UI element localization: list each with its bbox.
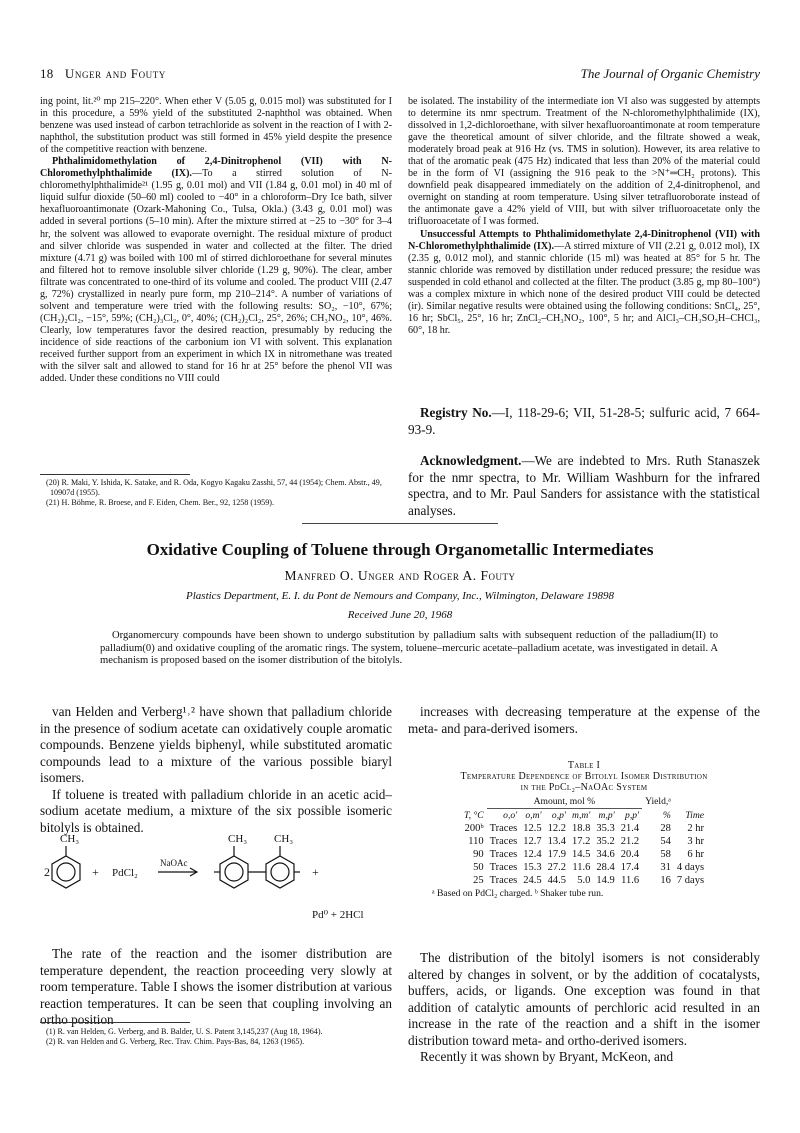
table-cell: 25 [473,875,484,886]
prev-right-paragraph: be isolated. The instability of the intermediate ion VI also was suggested by attempts to determine its nmr spectrum. Treatment of the N-chloromethylphthalimide (IX), dissolved in 1,2-dichloroethane, with silver hexafluoroantimonate at room temperature gave the theoretical amount of silver chloride, and the filtrate showed a weak, moderately broad peak at 916 Hz (vs. TMS in solution). However, its area relative to that of the aromatic peak (475 Hz) indicated that less than 20% of the material could be in the form of VI (assigning the 916 peak to the >N⁺═CH₂ protons). This downfield peak disappeared immediately on the addition of 2,4-dinitrophenol, and overnight on standing at room temperature. Using silver tetrafluoroborate instead of the antimonate gave a 42% yield of VIII, but with silver trifluoroacetate only the trifluoroacetate of I was formed. [408,96,760,228]
prev-article-right-column [408,96,760,337]
table-cell: 12.2 [547,823,566,834]
acknowledgment-label: Acknowledgment. [420,453,522,468]
aromatic-circle [225,863,243,881]
table-cell: 21.2 [620,836,640,847]
table-cell: 12.4 [523,849,542,860]
received-date: Received June 20, 1968 [347,609,453,621]
table-caption: Temperature Dependence of Bitolyl Isomer Distribution [460,771,708,782]
journal-name: The Journal of Organic Chemistry [580,66,760,81]
table-cell: 90 [473,849,484,860]
table-header-row [461,809,707,823]
section-body: —A stirred mixture of VII (2.21 g, 0.012 mol), IX (2.35 g, 0.012 mol), and stannic chloride (15 ml) was heated at 85° for 5 hr. The stannic chloride was removed by distillation under reduced pressure; the residue was suspended in cold ethanol and collected at the filter. The product (3.85 g, mp 80–100°) was a complex mixture in which none of the desired product VIII could be detected (ir). Similar negative results were obtained using the following conditions: SnCl₄, 25°, 16 hr; SbCl₅, 25°, 16 hr; ZnCl₂–CH₃NO₂, 100°, 5 hr; and AlCl₃–CH₃SO₃H–CHCl₃, 60°, 18 hr. [408,240,760,336]
body-paragraph: van Helden and Verberg¹˒² have shown that palladium chloride in the presence of sodium acetate can oxidatively couple aromatic compounds. Benzene yields biphenyl, while substituted aromatic compounds lead to a mixture of the various possible biaryl isomers. [40,704,392,785]
article-left-column-cont [40,946,392,1029]
arrow-label: NaOAc [160,858,188,868]
table-cell: 3 hr [687,836,705,847]
article-footnotes [40,1027,392,1047]
column-header: m,m' [572,810,591,821]
table-cell: 11.6 [621,875,640,886]
table-cell: 34.6 [596,849,615,860]
column-header: % [662,809,671,821]
prev-left-paragraph: ing point, lit.²⁰ mp 215–220°. When ether V (5.05 g, 0.015 mol) was substituted for I in this procedure, a 59% yield of the substituted 2-naphthol was obtained. When benzene was used instead of carbon tetrachloride as solvent in the reaction of I with 2-naphthol, the substitution product was still formed in 45% yield despite the presence of the competitive reaction with benzene. [40,96,392,156]
section-heading: Unsuccessful Attempts to Phthalimidomethylate 2,4-Dinitrophenol (VII) with N-Chloromethylphthalimide (IX). [408,228,760,252]
registry-text: —I, 118-29-6; VII, 51-28-5; sulfuric acid, 7 664-93-9. [408,405,760,437]
byproducts: Pd⁰ + 2HCl [312,909,364,921]
table-row [461,822,707,835]
methyl-label: CH₃ [60,833,80,845]
table-group-header [461,795,707,809]
column-header: o,m' [525,810,542,821]
footnote: (2) R. van Helden and G. Verberg, Rec. Trav. Chim. Pays-Bas, 84, 1263 (1965). [46,1036,305,1046]
acknowledgment-block [408,453,760,519]
article-affiliation: Plastics Department, E. I. du Pont de Nemours and Company, Inc., Wilmington, Delaware 19898 [186,590,614,602]
table-cell: 110 [468,836,484,847]
table-cell: 17.4 [620,862,640,873]
prev-right-section [408,229,760,337]
body-paragraph: If toluene is treated with palladium chloride in an acetic acid–sodium acetate medium, a mixture of the six possible isomeric bitolyls is obtained. [40,786,392,835]
table-cell: 12.5 [523,823,542,834]
table-cell: 58 [660,849,671,860]
table-cell: 31 [660,862,671,873]
table-cell: 28 [660,823,671,834]
plus-sign: + [312,865,319,879]
column-header: Time [685,809,705,821]
table-row [461,848,707,861]
footnote: (1) R. van Helden, G. Verberg, and B. Balder, U. S. Patent 3,145,237 (Aug 18, 1964). [46,1027,323,1036]
table-cell: 28.4 [596,862,615,873]
table-cell: 24.5 [523,875,542,886]
body-paragraph: Recently it was shown by Bryant, McKeon, and [420,1049,674,1064]
data-table [461,795,707,887]
reaction-scheme [40,830,392,930]
prev-footnotes [40,478,392,507]
reagent: PdCl₂ [112,867,138,879]
prev-left-section [40,156,392,385]
footnote: (21) H. Böhme, R. Broese, and F. Eiden, Chem. Ber., 92, 1258 (1959). [46,497,274,507]
footnote-rule [40,1022,190,1023]
bitolyl-ring-left [220,856,248,888]
abstract: Organomercury compounds have been shown to undergo substitution by palladium salts with subsequent reduction of the palladium(II) to palladium(0) and oxidative coupling of the aromatic rings. The system, toluene–mercuric acetate–palladium acetate, was investigated in detail. A mechanism is proposed based on the isomer distribution of the bitolyls. [100,630,718,667]
body-paragraph: The distribution of the bitolyl isomers is not considerably altered by changes in solvent, or by the addition of cocatalysts, buffers, acids, or ligands. One exception was found in that addition of catalytic amounts of perchloric acid resulted in an increase in the rate of the reaction and a shift in the isomer distribution toward meta- and ortho-derived isomers. [408,950,760,1048]
table-cell: Traces [489,823,518,834]
table-cell: 14.5 [571,849,591,860]
coefficient: 2 [44,865,50,879]
acknowledgment-text: —We are indebted to Mrs. Ruth Stanaszek for the nmr spectra, to Mr. William Washburn for the infrared spectra, and to Mr. Paul Sanders for assistance with the statistical analyses. [408,453,760,518]
column-header: m,p' [598,810,615,821]
running-authors: Unger and Fouty [64,66,166,81]
table-footnote: ᵃ Based on PdCl₂ charged. ᵇ Shaker tube run. [432,888,604,899]
page-number: 18 [40,66,54,81]
table-cell: 5.0 [577,875,591,886]
article-authors: Manfred O. Unger and Roger A. Fouty [284,568,516,583]
article-separator [302,523,498,524]
body-paragraph: The rate of the reaction and the isomer distribution are temperature dependent, the reaction proceeding very slowly at room temperature. Table I shows the isomer distribution at various reaction temperatures. It can be seen that coupling involving an ortho position [40,946,392,1027]
table-row [461,835,707,848]
group-header: Amount, mol % [487,795,642,809]
table-cell: 200ᵇ [464,823,484,834]
table-cell: 27.2 [547,862,566,873]
table-label: Table I [567,760,601,771]
section-body: —To a stirred solution of N-chloromethylphthalimide²¹ (1.95 g, 0.01 mol) and VII (1.84 g, 0.01 mol) in 40 ml of liquid sulfur dioxide (50–60 ml) cooled to −40° in a chloroform–Dry Ice bath, silver hexafluoroantimonate (Ozark-Mahoning Co., Tulsa, Okla.) (3.43 g, 0.01 mol) was added in several portions (5–10 min). After the mixture stirred at −25 to −30° for 3–4 hr, the solvent was allowed to evaporate overnight. The residual mixture of product and silver chloride was suspended in water and collected at the filter. The dried mixture (4.71 g) was boiled with 100 ml of stirred dichloroethane for several minutes and filtered hot to remove insoluble silver chloride (1.29 g, 90%). The clear, amber filtrate was concentrated to one-third of its volume and cooled. The product VIII (2.47 g, 72%) crystallized in nearly pure form, mp 210–214°. A number of variations of solvent and temperature were tried with the following results: SO₂, −10°, 67%; (CH₂)₂Cl₂, −15°, 59%; (CH₂)₃Cl₂, 0°, 40%; (CH₂)₂Cl₂, 25°, 26%; CH₃NO₂, 10°, 46%. Clearly, low temperatures favor the desired reaction, presumably by reducing the incidence of side reactions of the carbonium ion VI with solvent. This explanation received further support from an experiment in which IX in nitromethane was treated with the silver salt and allowed to stand for 16 hr at 25° before the phenol VII was added. Under these conditions no VIII could [40,168,393,385]
table-cell: 15.3 [523,862,542,873]
article-left-column [40,704,392,836]
prev-article-left-column [40,96,392,385]
table-cell: 14.9 [596,875,615,886]
table-cell: 12.7 [523,836,542,847]
table-cell: Traces [489,875,518,886]
column-header: p,p' [625,810,640,821]
methyl-label: CH₃ [274,833,294,845]
toluene-ring [52,856,80,888]
table-cell: 50 [473,862,484,873]
table-cell: 20.4 [620,849,640,860]
running-header-left [40,66,166,82]
yield-header: Yield,ᵃ [645,796,671,808]
table-cell: 13.4 [547,836,566,847]
article-right-column [408,704,760,737]
footnote: (20) R. Maki, Y. Ishida, K. Satake, and R. Oda, Kogyo Kagaku Zasshi, 57, 44 (1954); Chem. Abstr., 49, 10907d (1955). [46,478,382,497]
table-cell: 35.3 [596,823,615,834]
table-cell: 54 [660,836,671,847]
table-cell: 17.2 [571,836,591,847]
table-cell: 21.4 [620,823,640,834]
table-cell: 4 days [676,862,705,873]
bitolyl-ring-right [266,856,294,888]
table-cell: 44.5 [547,875,566,886]
table-cell: 16 [660,875,671,886]
table-row [461,861,707,874]
plus-sign: + [92,865,99,879]
section-heading: Phthalimidomethylation of 2,4-Dinitrophenol (VII) with N-Chloromethylphthalimide (IX). [40,156,392,180]
table-cell: Traces [489,849,518,860]
methyl-label: CH₃ [228,833,248,845]
table-row [461,874,707,887]
article-right-column-cont [408,950,760,1066]
table-cell: 35.2 [596,836,615,847]
registry-label: Registry No. [420,405,492,420]
column-header: o,o' [503,810,518,821]
column-header: o,p' [551,810,566,821]
table-cell: 18.8 [571,823,591,834]
body-paragraph: increases with decreasing temperature at the expense of the meta- and para-derived isomers. [408,704,760,736]
table-cell: Traces [489,836,518,847]
column-header: T, °C [463,809,484,821]
table-cell: Traces [489,862,518,873]
table-cell: 17.9 [547,849,566,860]
table-i [408,760,760,899]
aromatic-circle [57,863,75,881]
table-cell: 2 hr [687,823,705,834]
article-title: Oxidative Coupling of Toluene through Organometallic Intermediates [146,540,654,559]
footnote-rule [40,474,190,475]
aromatic-circle [271,863,289,881]
table-cell: 7 days [676,875,705,886]
table-cell: 6 hr [687,849,705,860]
table-caption: in the PdCl₂–NaOAc System [520,782,648,793]
registry-block [408,405,760,438]
table-cell: 11.6 [572,862,591,873]
